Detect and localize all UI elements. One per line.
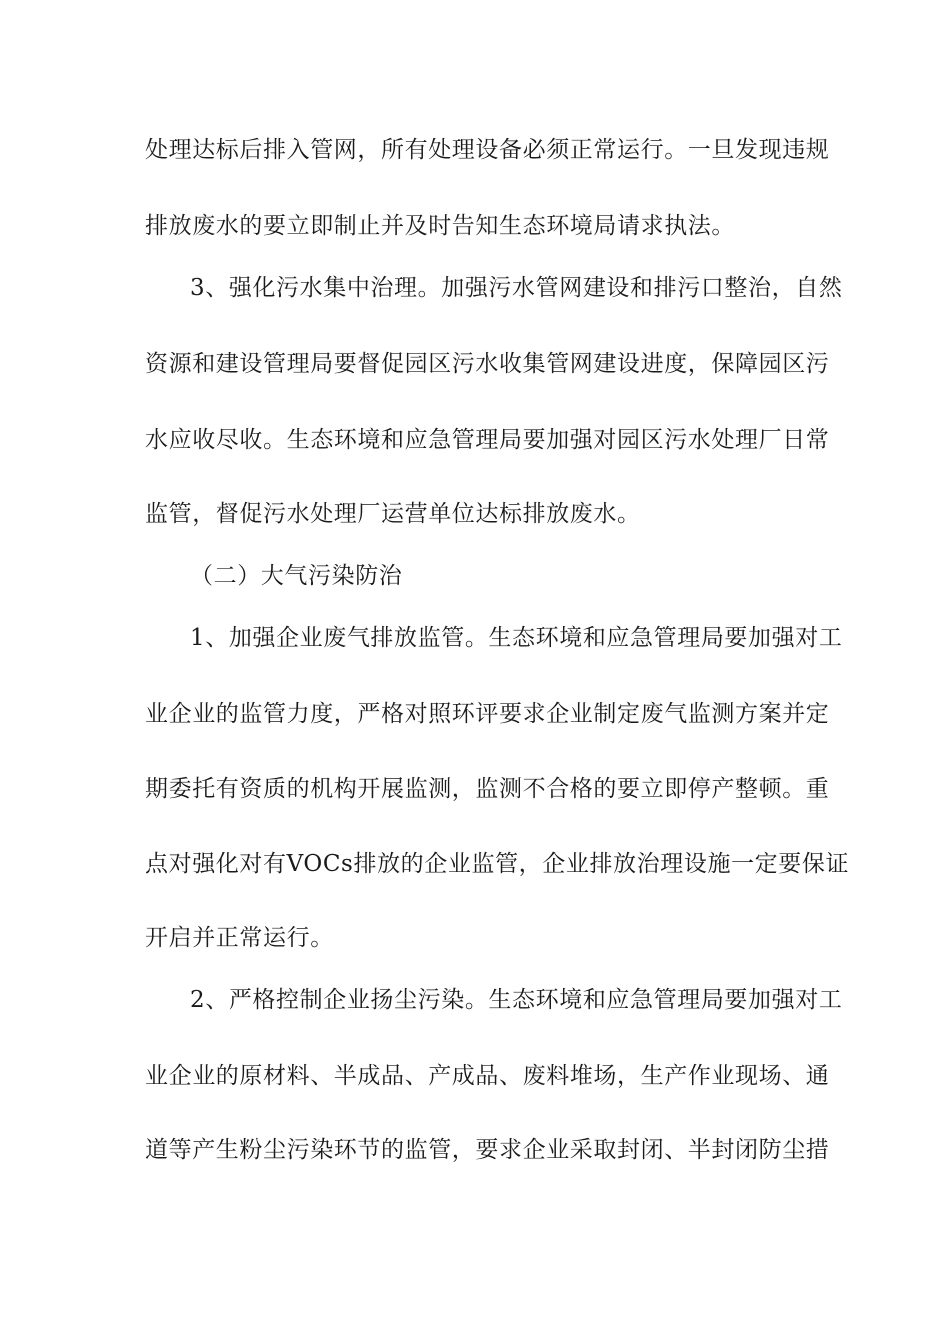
text-line-6: 监管，督促污水处理厂运营单位达标排放废水。: [145, 501, 641, 527]
text-line-14: 业企业的原材料、半成品、产成品、废料堆场，生产作业现场、通: [145, 1063, 830, 1089]
text-line-9: 业企业的监管力度，严格对照环评要求企业制定废气监测方案并定: [145, 701, 830, 727]
paragraph-2-start: 2、严格控制企业扬尘污染。生态环境和应急管理局要加强对工: [190, 987, 843, 1013]
section-heading-air-pollution: （二）大气污染防治: [190, 563, 403, 589]
text-line-12: 开启并正常运行。: [145, 925, 334, 951]
text-line-11: 点对强化对有VOCs排放的企业监管，企业排放治理设施一定要保证: [145, 851, 850, 877]
text-line-15: 道等产生粉尘污染环节的监管，要求企业采取封闭、半封闭防尘措: [145, 1137, 830, 1163]
paragraph-1-start: 1、加强企业废气排放监管。生态环境和应急管理局要加强对工: [190, 625, 843, 651]
text-line-4: 资源和建设管理局要督促园区污水收集管网建设进度，保障园区污: [145, 351, 830, 377]
text-line-5: 水应收尽收。生态环境和应急管理局要加强对园区污水处理厂日常: [145, 427, 830, 453]
text-line-1: 处理达标后排入管网，所有处理设备必须正常运行。一旦发现违规: [145, 137, 830, 163]
text-line-2: 排放废水的要立即制止并及时告知生态环境局请求执法。: [145, 213, 735, 239]
text-line-10: 期委托有资质的机构开展监测，监测不合格的要立即停产整顿。重: [145, 776, 830, 802]
paragraph-3-start: 3、强化污水集中治理。加强污水管网建设和排污口整治，自然: [190, 275, 843, 301]
